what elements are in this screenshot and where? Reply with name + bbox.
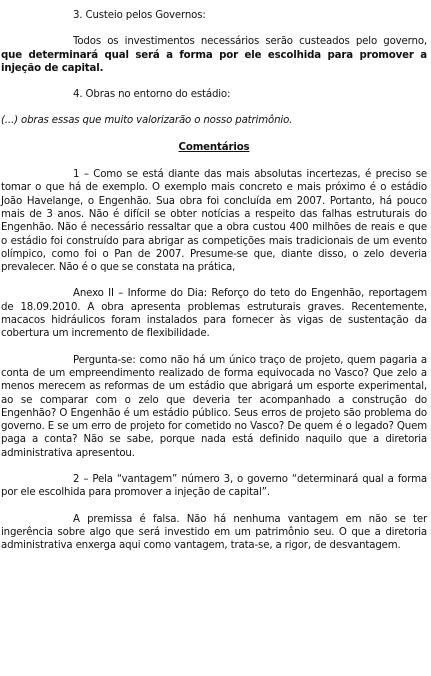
section-4-quote: (...) obras essas que muito valorizarão o nosso patrimônio. [1, 115, 293, 127]
comment-paragraph-premise: A premissa é falsa. Não há nenhuma vantagem em não se ter ingerência sobre algo que será investido em um patrimônio seu. O que a diretoria administrativa enxerga aqui como vantagem, trata-se, a rigor, de desvantagem. [1, 513, 427, 552]
comment-paragraph-1: 1 – Como se está diante das mais absolutas incertezas, é preciso se tomar o que há de exemplo. O exemplo mais concreto e mais próximo é o estádio João Havelange, o Engenhão. Sua obra foi concluída em 2007. Portanto, há pouco mais de 3 anos. Não é difícil se obter notícias a respeito das falhas estruturais do Engenhão. Não é necessário ressaltar que a obra custou 400 milhões de reais e que o estádio foi construído para abrigar as competições mais tradicionais de um evento olímpico, como foi o Pan de 2007. Presume-se que, diante disso, o zelo deveria prevalecer. Não é o que se constata na prática, [1, 169, 427, 274]
comment-paragraph-question: Pergunta-se: como não há um único traço de projeto, quem pagaria a conta de um empreendimento realizado de forma equivocada no Vasco? Que zelo a menos merecem as reformas de um estádio que abrigará um esporte experimental, ao se comparar com o zelo que deveria ter acompanhado a construção do Engenhão? O Engenhão é um estádio público. Seus erros de projeto são problema do governo. E se um erro de projeto for cometido no Vasco? De quem é o legado? Quem paga a conta? Não se sabe, porque nada está definido naquilo que a diretoria administrativa apresentou. [1, 354, 427, 459]
section-3-body-plain: Todos os investimentos necessários serão custeados pelo governo, [73, 36, 427, 48]
section-3-title: 3. Custeio pelos Governos: [73, 10, 206, 21]
section-3-body [1, 35, 427, 75]
comment-paragraph-annex: Anexo II – Informe do Dia: Reforço do teto do Engenhão, reportagem de 18.09.2010. A obra apresenta problemas estruturais graves. Recentemente, macacos hidráulicos foram instalados para fornecer às vigas de sustentação da cobertura um incremento de flexibilidade. [1, 288, 427, 340]
comments-heading: Comentários [178, 141, 250, 153]
comment-paragraph-2: 2 – Pela “vantagem” número 3, o governo “determinará qual a forma por ele escolhida para promover a injeção de capital”. [1, 474, 427, 499]
section-4-title: 4. Obras no entorno do estádio: [73, 89, 231, 101]
section-3-body-bold: que determinará qual será a forma por ele escolhida para promover a injeção de capital. [1, 49, 427, 74]
